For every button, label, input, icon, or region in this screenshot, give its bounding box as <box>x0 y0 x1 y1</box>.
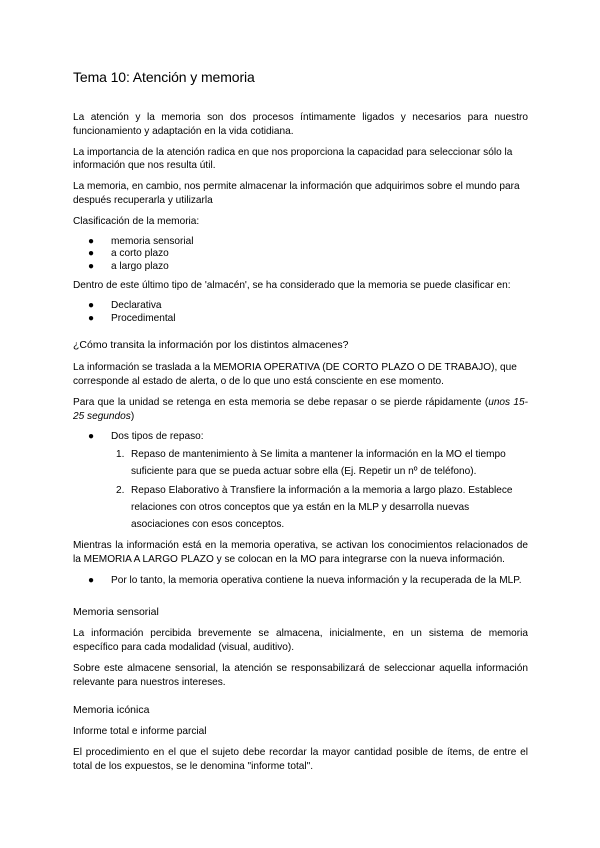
iconica-paragraph-1: El procedimiento en el que el sujeto debe recordar la mayor cantidad posible de ítems, de entre el total de los expuestos, se le denomina "informe total". <box>73 747 528 772</box>
list-item: ● Procedimental <box>88 312 176 324</box>
bullet-icon: ● <box>88 431 95 443</box>
list-item: 1. Repaso de mantenimiento à Se limita a mantener la información en la MO el tiempo suficiente para que se pueda actuar sobre ella (Ej. Repetir un nº de teléfono). <box>116 449 506 478</box>
bullet-icon: ● <box>88 574 95 586</box>
transito-paragraph-3: Mientras la información está en la memoria operativa, se activan los conocimientos relacionados de la MEMORIA A LARGO PLAZO y se colocan en la MO para integrarse con la nueva información. <box>73 540 528 565</box>
bullet-icon: ● <box>88 235 95 247</box>
intro-paragraph-1: La atención y la memoria son dos procesos íntimamente ligados y necesarios para nuestro funcionamiento y adaptación en la vida cotidiana. <box>73 112 528 137</box>
almacen-list <box>73 300 528 326</box>
repaso-numbered-list <box>73 446 528 533</box>
intro-paragraph-3: La memoria, en cambio, nos permite almacenar la información que adquirimos sobre el mundo para después recuperarla y utilizarla <box>73 181 520 206</box>
list-item: ● a largo plazo <box>88 261 169 273</box>
sensorial-heading: Memoria sensorial <box>73 605 159 618</box>
bullet-icon: ● <box>88 261 95 273</box>
clasificacion-list <box>73 236 528 274</box>
list-item: ● Declarativa <box>88 299 162 311</box>
transito-bullet-list <box>73 574 528 588</box>
bullet-icon: ● <box>88 248 95 260</box>
intro-paragraph-2: La importancia de la atención radica en que nos proporciona la capacidad para seleccionar sólo la información que nos resulta útil. <box>73 146 513 172</box>
transito-paragraph-1: La información se traslada a la MEMORIA OPERATIVA (DE CORTO PLAZO O DE TRABAJO), que corresponde al estado de alerta, o de lo que uno está consciente en ese momento. <box>73 362 517 387</box>
almacen-text: Dentro de este último tipo de 'almacén', se ha considerado que la memoria se puede clasificar en: <box>73 279 511 291</box>
sensorial-paragraph-2: Sobre este almacene sensorial, la atención se responsabilizará de seleccionar aquella información relevante para nuestros intereses. <box>73 662 528 688</box>
list-item: ● a corto plazo <box>88 248 169 260</box>
page-title: Tema 10: Atención y memoria <box>73 69 255 85</box>
clasificacion-heading: Clasificación de la memoria: <box>73 215 200 227</box>
iconica-subheading: Informe total e informe parcial <box>73 726 207 738</box>
iconica-heading: Memoria icónica <box>73 703 150 716</box>
list-item: ● memoria sensorial <box>88 235 194 247</box>
bullet-icon: ● <box>88 312 95 324</box>
list-item: ● Dos tipos de repaso: <box>88 431 204 443</box>
list-item: ● Por lo tanto, la memoria operativa contiene la nueva información y la recuperada de la MLP. <box>88 574 522 586</box>
sensorial-paragraph-1: La información percibida brevemente se almacena, inicialmente, en un sistema de memoria específico para cada modalidad (visual, auditivo). <box>73 628 528 654</box>
transito-paragraph-2: Para que la unidad se retenga en esta memoria se debe repasar o se pierde rápidamente (unos 15-25 segundos) <box>73 396 529 422</box>
transito-heading: ¿Cómo transita la información por los distintos almacenes? <box>73 339 349 352</box>
list-item: 2. Repaso Elaborativo à Transfiere la información a la memoria a largo plazo. Establece relaciones con otros conceptos que ya están en la MLP y desarrolla nuevas asociaciones con esos conceptos. <box>116 485 513 531</box>
bullet-icon: ● <box>88 299 95 311</box>
repaso-list <box>73 430 528 444</box>
